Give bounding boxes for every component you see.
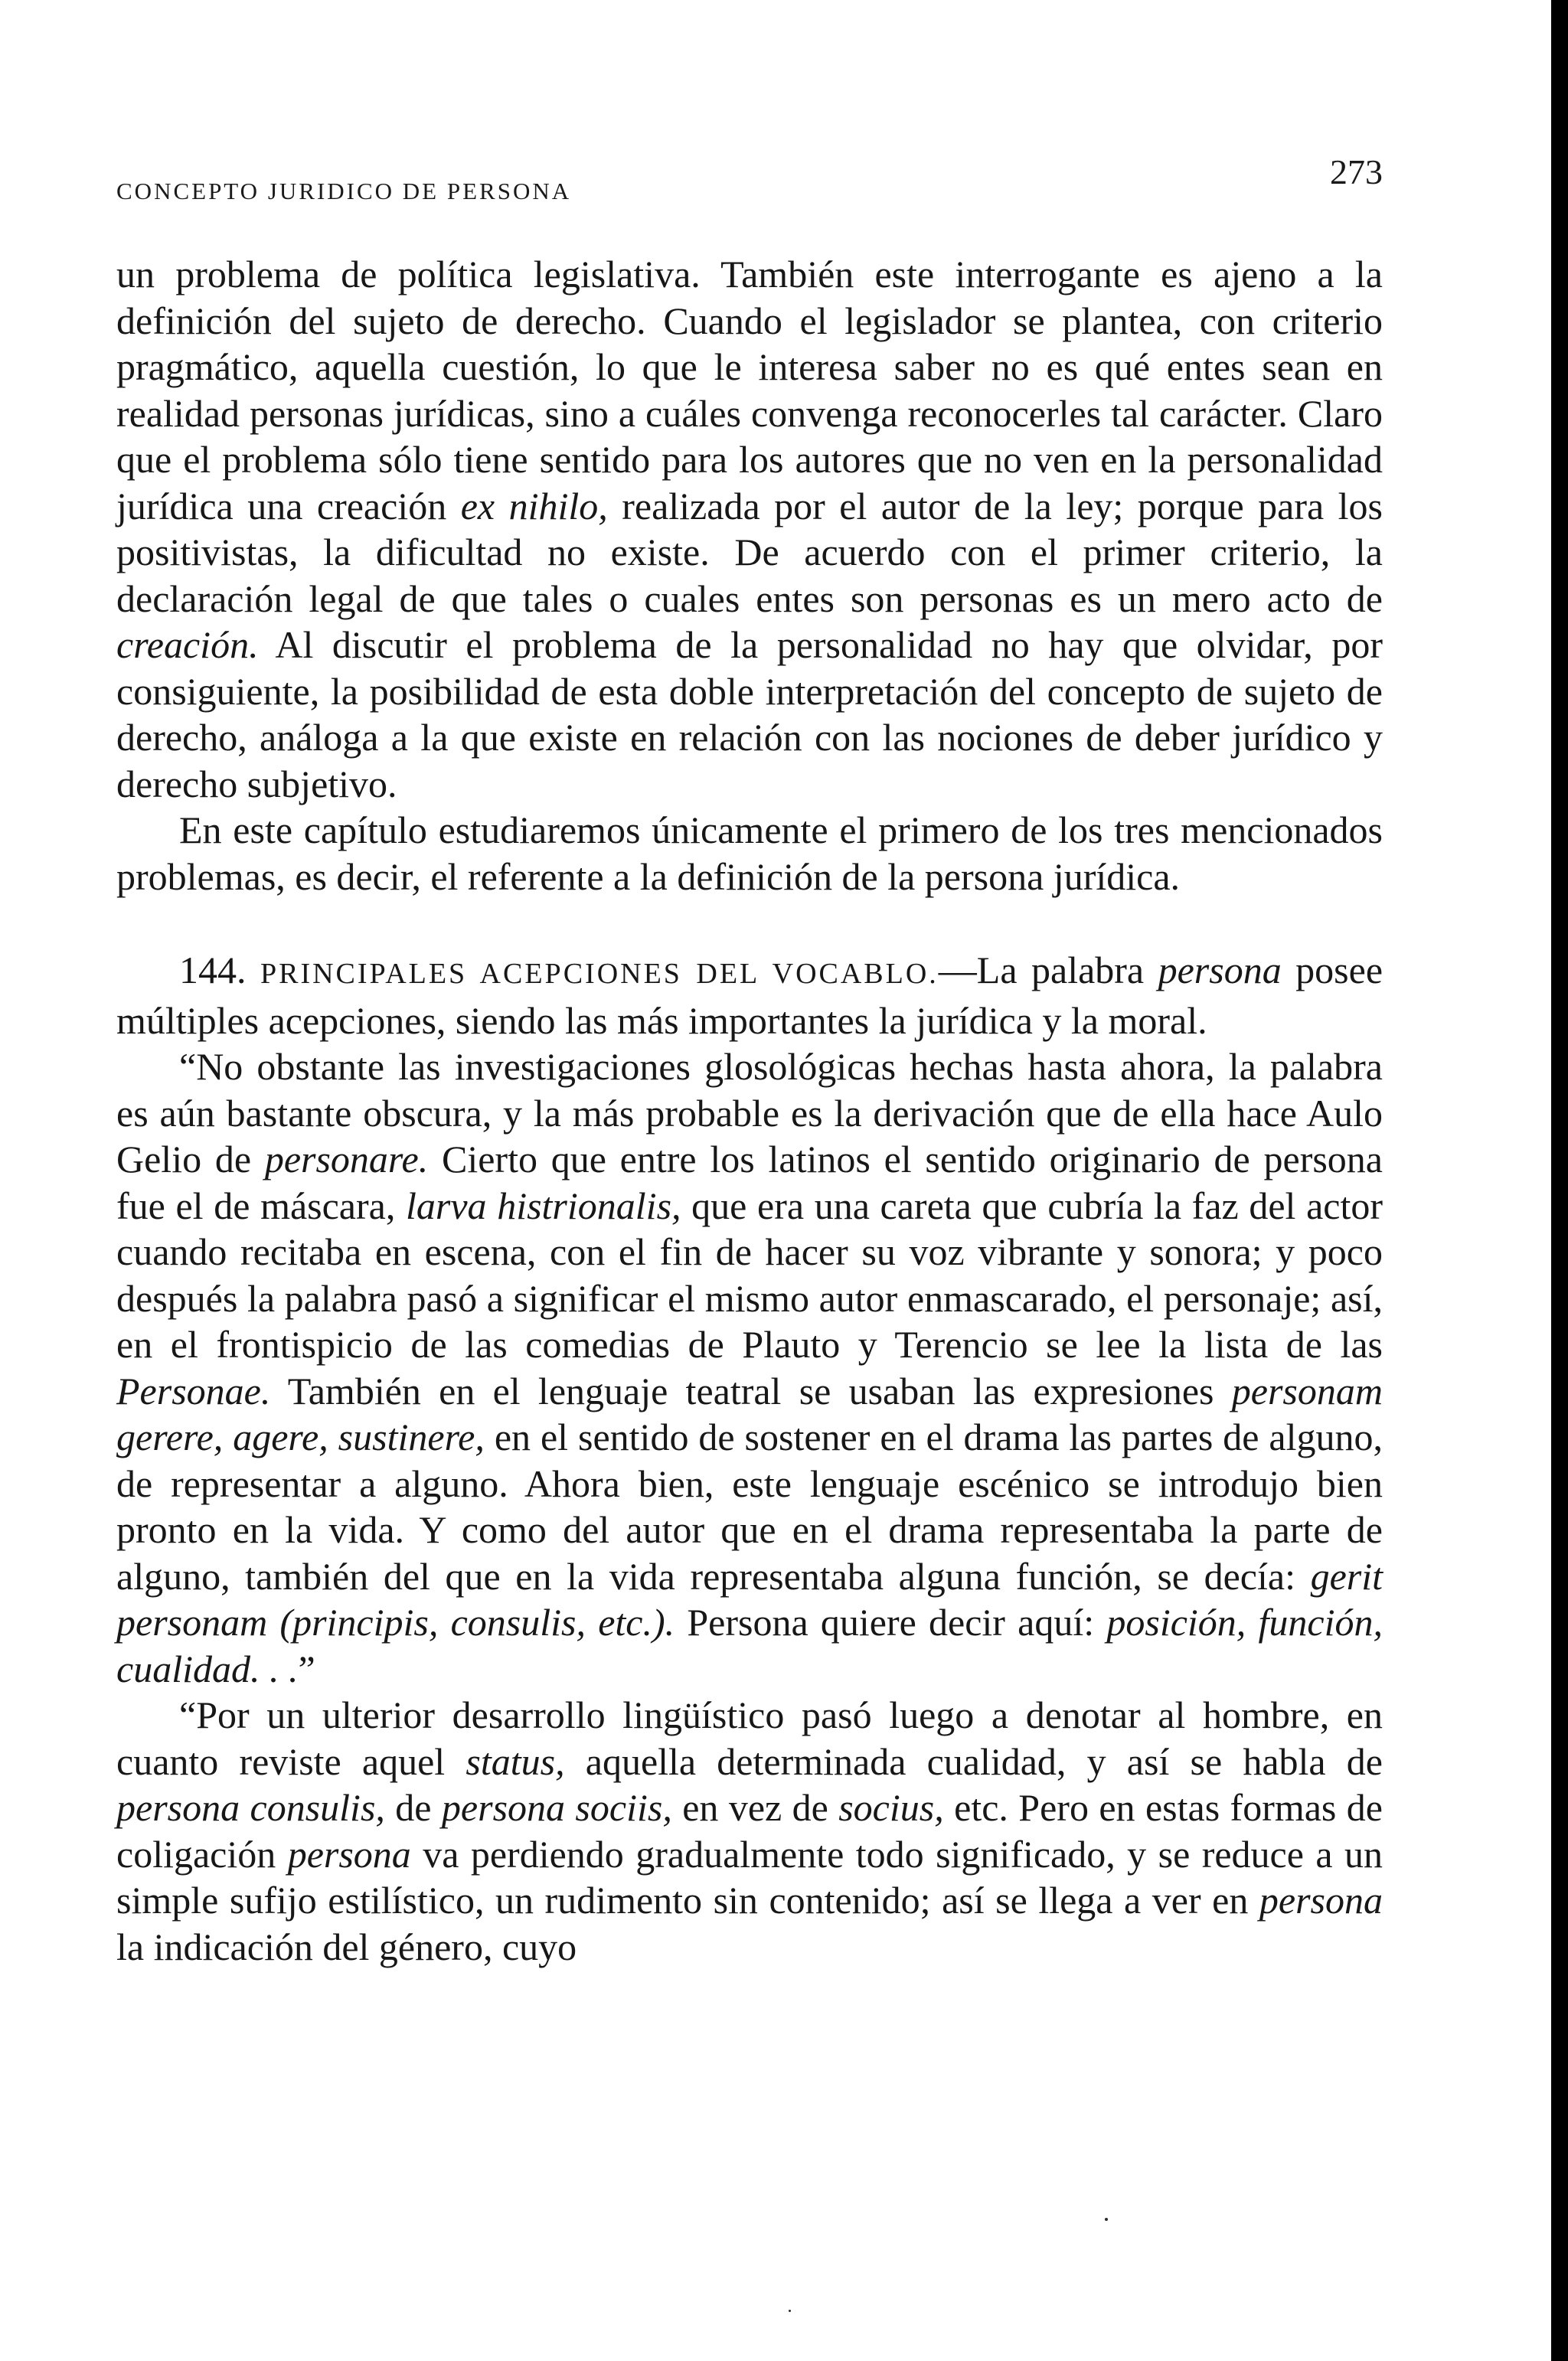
text-run: en vez de xyxy=(671,1786,839,1829)
text-run: un problema de política legislativa. También este interrogante es ajeno a la definición del sujeto de derecho. Cuando el legislador se plantea, con criterio pragmático, aquella cuestión, lo que le interesa saber no es qué entes sean en realidad personas jurídicas, sino a cuáles convenga reconocerles tal carácter. Claro que el problema sólo tiene sentido para los autores que no ven en la personalidad jurídica una creación xyxy=(116,253,1383,527)
text-run: de xyxy=(384,1786,442,1829)
text-run: en el sentido de sostener en el drama las partes de alguno, de representar a alguno. Ahora bien, este lenguaje escénico se introdujo bien pronto en la vida. Y como del autor que en el drama representaba la parte de alguno, también del que en la vida representaba alguna función, se decía: xyxy=(116,1416,1383,1598)
scan-speck xyxy=(789,2310,791,2312)
text-run: realizada por el autor de la ley; porque para los positivistas, la dificultad no existe. De acuerdo con el primer criterio, la declaración legal de que tales o cuales entes son personas es un mero acto de xyxy=(116,484,1383,620)
paragraph-1 xyxy=(116,251,1383,807)
text-run: que era una careta que cubría la faz del actor cuando recitaba en escena, con el fin de hacer su voz vibrante y sonora; y poco después la palabra pasó a significar el mismo autor enmascarado, el personaje; así, en el frontispicio de las comedias de Plauto y Terencio se lee la lista de las xyxy=(116,1184,1383,1366)
italic-term: larva histrionalis, xyxy=(406,1184,681,1227)
running-head: CONCEPTO JURIDICO DE PERSONA xyxy=(116,178,572,204)
quote-paragraph-2 xyxy=(116,1692,1383,1970)
text-run: posee múltiples acepciones, siendo las más importantes la jurídica y la moral. xyxy=(116,949,1383,1042)
text-run: También en el lenguaje teatral se usaban las expresiones xyxy=(270,1369,1232,1412)
italic-term: personare. xyxy=(264,1138,429,1180)
text-run: la indicación del género, cuyo xyxy=(116,1925,577,1968)
italic-term: creación. xyxy=(116,623,259,666)
italic-term: persona xyxy=(287,1832,411,1876)
text-run: va perdiendo gradualmente todo significado, y se reduce a un simple sufijo estilístico, un rudimento sin contenido; así se llega a ver en xyxy=(116,1832,1383,1922)
text-run: ” xyxy=(298,1647,315,1690)
page-header xyxy=(116,152,1383,205)
text-run: Cierto que entre los latinos el sentido originario de persona fue el de máscara, xyxy=(116,1138,1383,1227)
paragraph-2: En este capítulo estudiaremos únicamente el primero de los tres mencionados problemas, es decir, el referente a la definición de la persona jurídica. xyxy=(116,808,1383,898)
italic-term: personam gerere, agere, sustinere, xyxy=(116,1369,1383,1458)
text-run: Al discutir el problema de la personalidad no hay que olvidar, por consiguiente, la posibilidad de esta doble interpretación del concepto de sujeto de derecho, análoga a la que existe en relación con las nociones de deber jurídico y derecho subjetivo. xyxy=(116,623,1383,805)
italic-term: persona sociis, xyxy=(441,1786,672,1829)
italic-term: status, xyxy=(466,1739,565,1783)
italic-term: posición, función, cualidad. . . xyxy=(116,1601,1383,1690)
text-run: “No obstante las investigaciones glosológicas hechas hasta ahora, la palabra es aún bastante obscura, y la más probable es la derivación que de ella hace Aulo Gelio de xyxy=(116,1045,1383,1180)
text-run: Persona quiere decir aquí: xyxy=(675,1601,1107,1644)
text-run: etc. Pero en estas formas de coligación xyxy=(116,1786,1383,1876)
section-title: PRINCIPALES ACEPCIONES DEL VOCABLO. xyxy=(260,958,939,990)
italic-term: gerit personam (principis, consulis, etc.). xyxy=(116,1554,1383,1644)
page-number: 273 xyxy=(1330,152,1383,191)
scan-speck xyxy=(1105,2218,1108,2221)
italic-term: Personae. xyxy=(116,1369,271,1412)
text-run: aquella determinada cualidad, y así se habla de xyxy=(564,1739,1383,1783)
body-text xyxy=(116,251,1383,1970)
italic-term: persona consulis, xyxy=(116,1786,385,1829)
text-run: “Por un ulterior desarrollo lingüístico pasó luego a denotar al hombre, en cuanto reviste aquel xyxy=(116,1693,1383,1783)
italic-term: persona xyxy=(1259,1879,1383,1922)
text-run: —La palabra xyxy=(938,949,1158,991)
section-number: 144. xyxy=(179,949,247,991)
section-144-paragraph xyxy=(116,947,1383,1043)
italic-term: ex nihilo, xyxy=(460,484,608,527)
quote-paragraph-1 xyxy=(116,1043,1383,1692)
italic-term: socius, xyxy=(838,1786,944,1829)
italic-term: persona xyxy=(1158,949,1282,991)
